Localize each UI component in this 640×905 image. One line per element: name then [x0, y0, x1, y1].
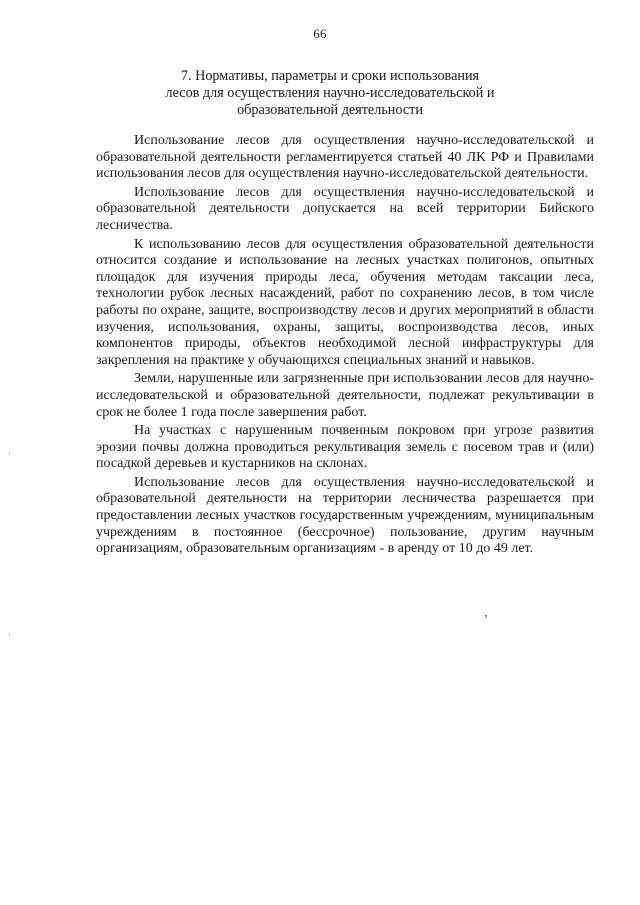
paragraph-land-recultivation: Земли, нарушенные или загрязненные при использовании лесов для научно-исследовательской и образовательной деятельности, подлежат рекультивации в срок не более 1 года после завершения работ.: [96, 371, 594, 420]
body-text: [96, 133, 594, 560]
paragraph-territory: Использование лесов для осуществления научно-исследовательской и образовательной деятельности допускается на всей территории Бийского лесничества.: [96, 184, 594, 233]
paragraph-erosion: На участках с нарушенным почвенным покровом при угрозе развития эрозии почвы должна проводиться рекультивация земель с посевом трав и (или) посадкой деревьев и кустарников на склонах.: [96, 423, 594, 472]
scan-edge-mark: [9, 633, 10, 636]
paragraph-educational-activities: К использованию лесов для осуществления образовательной деятельности относится создание и использование на лесных участках полигонов, опытных площадок для изучения природы леса, обучения методам таксации леса, технологии рубок лесных насаждений, работ по сохранению лесов, в том числе работы по охране, защите, воспроизводству лесов и других мероприятий в области изучения, использования, охраны, защиты, воспроизводства лесов, иных компонентов природы, объектов необходимой лесной инфраструктуры для закрепления на практике у обучающихся специальных знаний и навыков.: [96, 236, 594, 368]
page-number: 66: [313, 26, 327, 41]
paragraph-lease-terms: Использование лесов для осуществления научно-исследовательской и образовательной деятельности на территории лесничества разрешается при предоставлении лесных участков государственным учреждениям, муниципальным учреждениям в постоянное (бессрочное) пользование, другим научным организациям, образовательным организациям - в аренду от 10 до 49 лет.: [96, 474, 594, 557]
paragraph-regulation: Использование лесов для осуществления научно-исследовательской и образовательной деятельности регламентируется статьей 40 ЛК РФ и Правилами использования лесов для осуществления научно-исследовательской деятельности.: [96, 133, 594, 182]
section-heading-line-2: лесов для осуществления научно-исследовательской и: [165, 85, 495, 101]
section-heading-line-1: 7. Нормативы, параметры и сроки использования: [180, 68, 480, 84]
section-heading-line-3: образовательной деятельности: [237, 102, 423, 118]
scan-edge-mark: [9, 452, 10, 455]
section-heading: [100, 68, 560, 119]
pen-mark: ʼ: [484, 612, 488, 626]
